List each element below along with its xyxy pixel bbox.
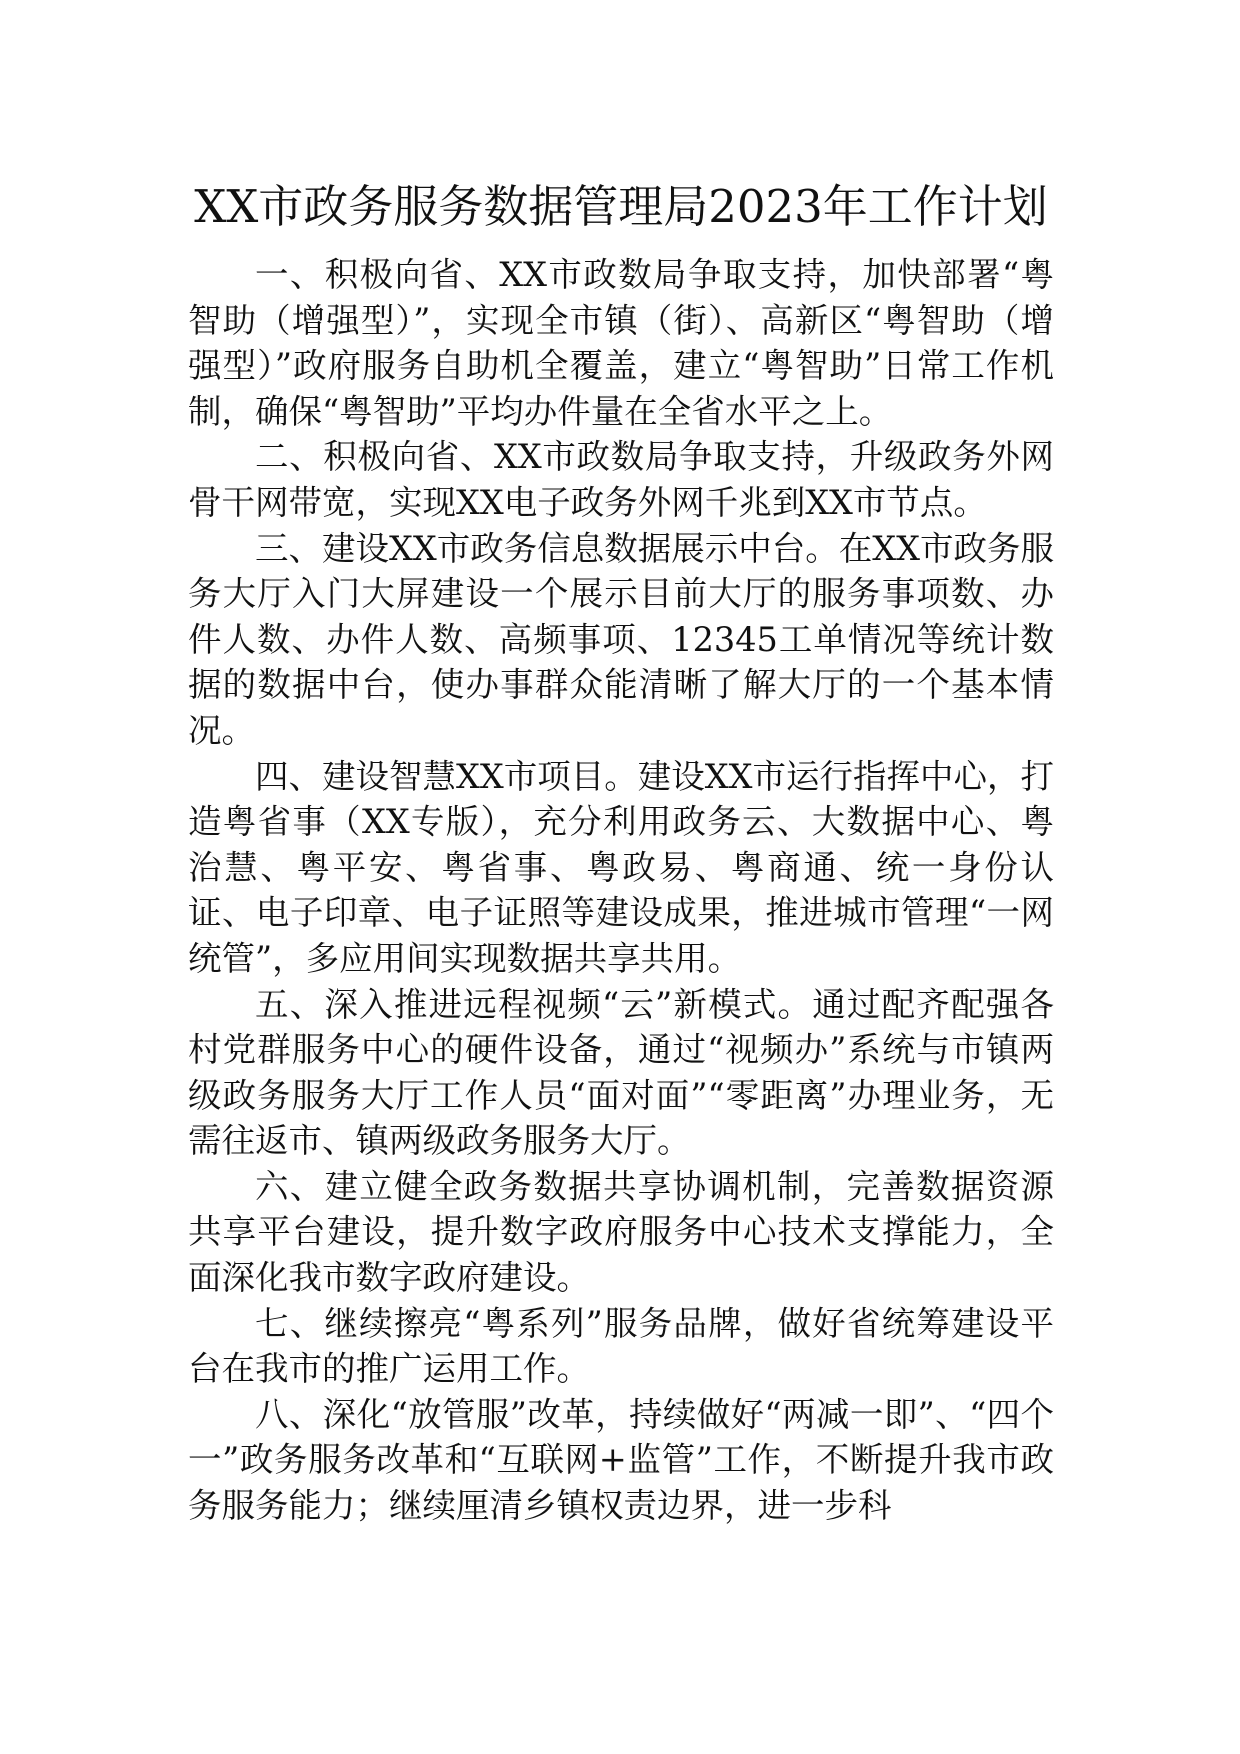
paragraph-2: 二、积极向省、XX市政数局争取支持，升级政务外网骨干网带宽，实现XX电子政务外网千兆到XX市节点。 [188, 437, 1054, 522]
document-title: XX市政务服务数据管理局2023年工作计划 [194, 180, 1048, 233]
paragraph-7: 七、继续擦亮“粤系列”服务品牌，做好省统筹建设平台在我市的推广运用工作。 [188, 1303, 1054, 1389]
paragraph-6: 六、建立健全政务数据共享协调机制，完善数据资源共享平台建设，提升数字政府服务中心技术支撑能力，全面深化我市数字政府建设。 [188, 1166, 1054, 1298]
paragraph-3: 三、建设XX市政务信息数据展示中台。在XX市政务服务大厅入门大屏建设一个展示目前大厅的服务事项数、办件人数、办件人数、高频事项、12345工单情况等统计数据的数据中台，使办事群众能清晰了解大厅的一个基本情况。 [188, 528, 1054, 750]
paragraph-5: 五、深入推进远程视频“云”新模式。通过配齐配强各村党群服务中心的硬件设备，通过“视频办”系统与市镇两级政务服务大厅工作人员“面对面”“零距离”办理业务，无需往返市、镇两级政务服务大厅。 [188, 984, 1054, 1161]
paragraph-4: 四、建设智慧XX市项目。建设XX市运行指挥中心，打造粤省事（XX专版），充分利用政务云、大数据中心、粤治慧、粤平安、粤省事、粤政易、粤商通、统一身份认证、电子印章、电子证照等建设成果，推进城市管理“一网统管”，多应用间实现数据共享共用。 [188, 756, 1054, 978]
document-body [188, 252, 1054, 1529]
paragraph-1: 一、积极向省、XX市政数局争取支持，加快部署“粤智助（增强型）”，实现全市镇（街）、高新区“粤智助（增强型）”政府服务自助机全覆盖，建立“粤智助”日常工作机制，确保“粤智助”平均办件量在全省水平之上。 [188, 255, 1054, 431]
document-page [188, 160, 1054, 1529]
paragraph-8: 八、深化“放管服”改革，持续做好“两减一即”、“四个一”政务服务改革和“互联网+监管”工作，不断提升我市政务服务能力；继续厘清乡镇权责边界，进一步科 [188, 1394, 1054, 1526]
